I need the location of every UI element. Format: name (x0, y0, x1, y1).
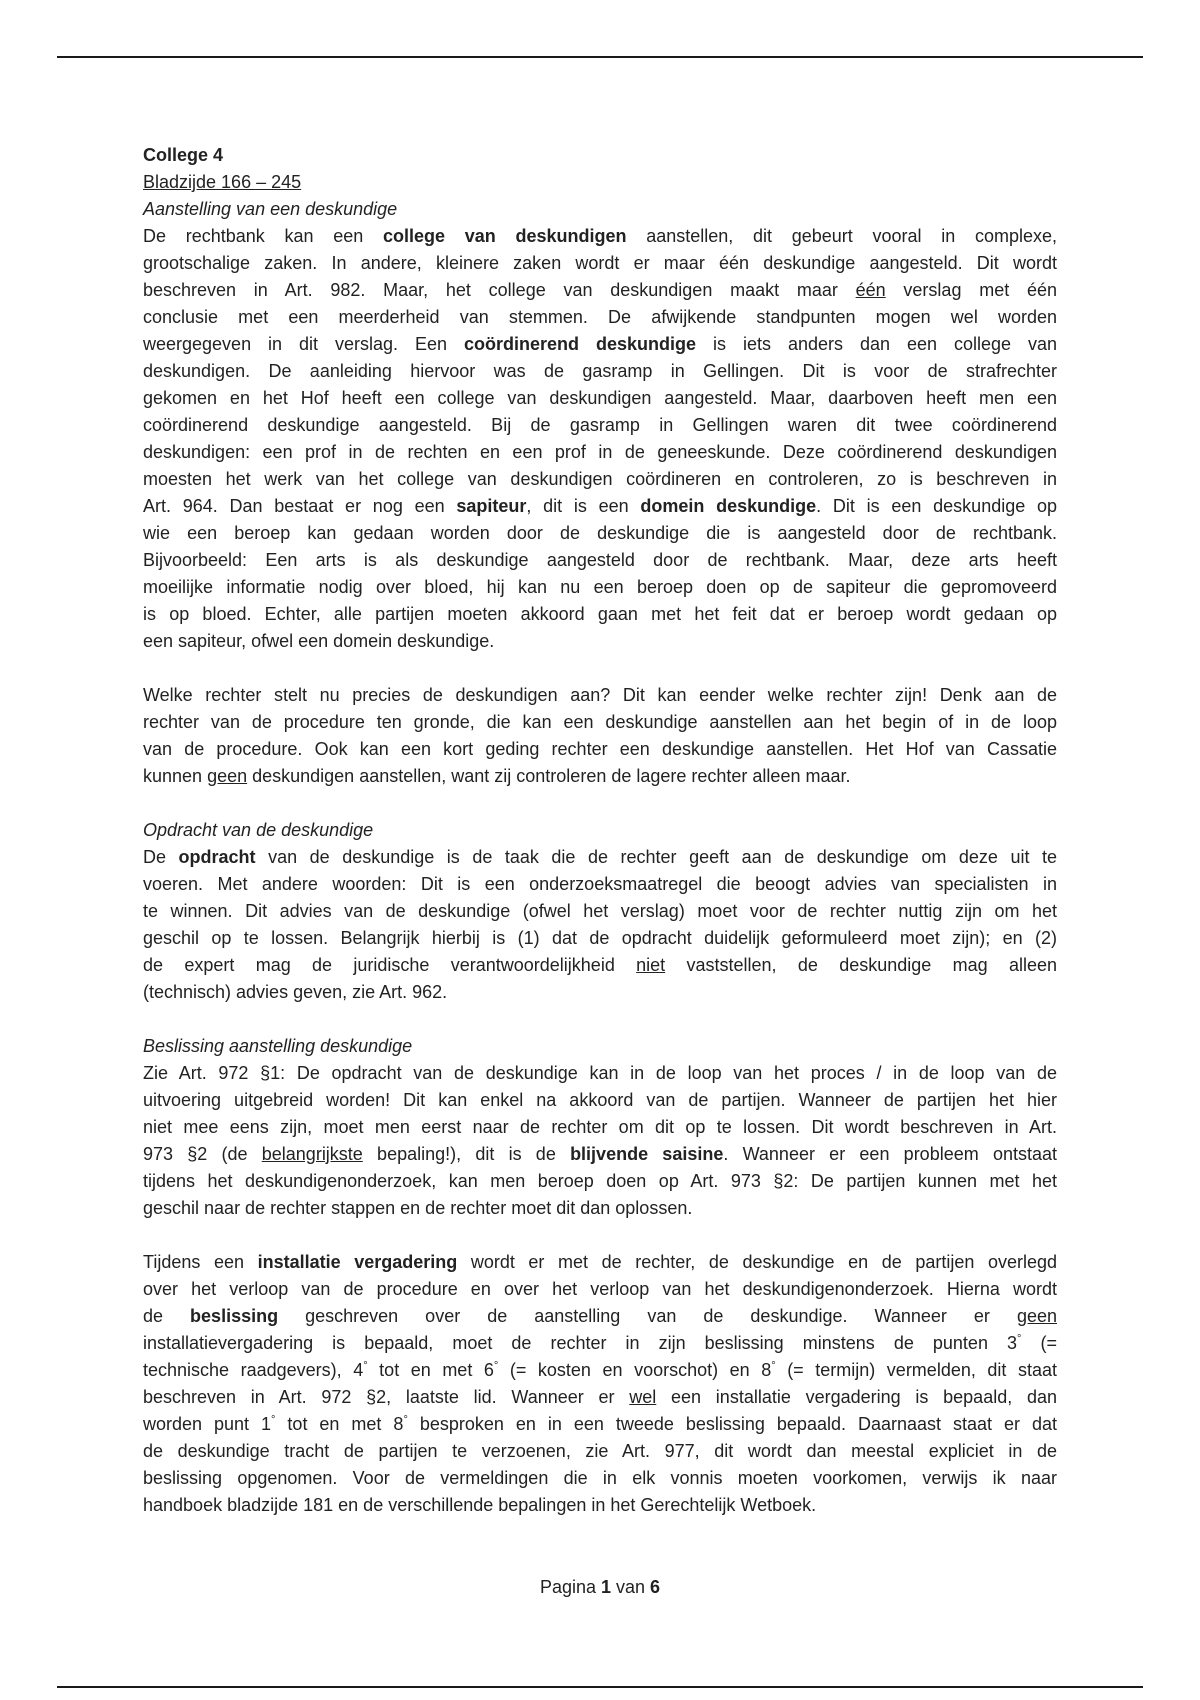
text-line: de deskundige tracht de partijen te verzoenen, zie Art. 977, dit wordt dan meestal expliciet in de (143, 1441, 1057, 1461)
text-line: weergegeven in dit verslag. Een coördinerend deskundige is iets anders dan een college van (143, 334, 1057, 354)
text-line: Welke rechter stelt nu precies de deskundigen aan? Dit kan eender welke rechter zijn! Denk aan de (143, 685, 1057, 705)
text-line: geschil naar de rechter stappen en de rechter moet dit dan oplossen. (143, 1198, 693, 1218)
text-line: Zie Art. 972 §1: De opdracht van de deskundige kan in de loop van het proces / in de loop van de (143, 1063, 1057, 1083)
text-line: gekomen en het Hof heeft een college van deskundigen aangesteld. Maar, daarboven heeft men een (143, 388, 1057, 408)
section-title-beslissing: Beslissing aanstelling deskundige (143, 1036, 413, 1056)
text-line: beschreven in Art. 972 §2, laatste lid. Wanneer er wel een installatie vergadering is bepaald, dan (143, 1387, 1057, 1407)
text-line: grootschalige zaken. In andere, kleinere zaken wordt er maar één deskundige aangesteld. Dit wordt (143, 253, 1057, 273)
text-line: van de procedure. Ook kan een kort geding rechter een deskundige aanstellen. Het Hof van Cassatie (143, 739, 1057, 759)
text-line: beschreven in Art. 982. Maar, het college van deskundigen maakt maar één verslag met één (143, 280, 1057, 300)
text-line: te winnen. Dit advies van de deskundige (ofwel het verslag) moet voor de rechter nuttig zijn om het (143, 901, 1057, 921)
text-line: Art. 964. Dan bestaat er nog een sapiteur, dit is een domein deskundige. Dit is een deskundige op (143, 496, 1057, 516)
text-line: handboek bladzijde 181 en de verschillende bepalingen in het Gerechtelijk Wetboek. (143, 1495, 817, 1515)
footer-rule (57, 1686, 1143, 1688)
text-line: de expert mag de juridische verantwoordelijkheid niet vaststellen, de deskundige mag alleen (143, 955, 1058, 975)
page-range: Bladzijde 166 – 245 (143, 172, 302, 192)
text-line: tijdens het deskundigenonderzoek, kan men beroep doen op Art. 973 §2: De partijen kunnen met het (143, 1171, 1057, 1191)
text-line: uitvoering uitgebreid worden! Dit kan enkel na akkoord van de partijen. Wanneer de partijen het hier (143, 1090, 1057, 1110)
section-title-aanstelling: Aanstelling van een deskundige (143, 199, 398, 219)
text-line: deskundigen: een prof in de rechten en een prof in de geneeskunde. Deze coördinerend deskundigen (143, 442, 1057, 462)
section-title-opdracht: Opdracht van de deskundige (143, 820, 374, 840)
header-rule (57, 56, 1143, 58)
text-line: geschil op te lossen. Belangrijk hierbij is (1) dat de opdracht duidelijk geformuleerd moet zijn); en (2) (143, 928, 1057, 948)
text-line: moesten het werk van het college van deskundigen coördineren en controleren, zo is beschreven in (143, 469, 1057, 489)
text-line: kunnen geen deskundigen aanstellen, want zij controleren de lagere rechter alleen maar. (143, 766, 851, 786)
text-line: moeilijke informatie nodig over bloed, hij kan nu een beroep doen op de sapiteur die gepromoveerd (143, 577, 1057, 597)
text-line: (technisch) advies geven, zie Art. 962. (143, 982, 448, 1002)
text-line: conclusie met een meerderheid van stemmen. De afwijkende standpunten mogen wel worden (143, 307, 1057, 327)
text-line: coördinerend deskundige aangesteld. Bij de gasramp in Gellingen waren dit twee coördinerend (143, 415, 1057, 435)
page-number-footer: Pagina 1 van 6 (539, 1577, 661, 1597)
text-line: is op bloed. Echter, alle partijen moeten akkoord gaan met het feit dat er beroep wordt gedaan op (143, 604, 1057, 624)
text-line: Bijvoorbeeld: Een arts is als deskundige aangesteld door de rechtbank. Maar, deze arts heeft (143, 550, 1057, 570)
text-line: Tijdens een installatie vergadering wordt er met de rechter, de deskundige en de partijen overlegd (143, 1252, 1057, 1272)
text-line: wie een beroep kan gedaan worden door de deskundige die is aangesteld door de rechtbank. (143, 523, 1057, 543)
text-line: deskundigen. De aanleiding hiervoor was de gasramp in Gellingen. Dit is voor de strafrechter (143, 361, 1057, 381)
text-line: installatievergadering is bepaald, moet de rechter in zijn beslissing minstens de punten 3° (= (143, 1333, 1057, 1353)
text-line: technische raadgevers), 4° tot en met 6° (= kosten en voorschot) en 8° (= termijn) vermelden, dit staat (143, 1360, 1057, 1380)
text-line: voeren. Met andere woorden: Dit is een onderzoeksmaatregel die beoogt advies van specialisten in (143, 874, 1057, 894)
text-line: beslissing opgenomen. Voor de vermeldingen die in elk vonnis moeten voorkomen, verwijs ik naar (143, 1468, 1057, 1488)
text-line: worden punt 1° tot en met 8° besproken en in een tweede beslissing bepaald. Daarnaast staat er dat (143, 1414, 1057, 1434)
text-line: De opdracht van de deskundige is de taak die de rechter geeft aan de deskundige om deze uit te (143, 847, 1057, 867)
text-line: 973 §2 (de belangrijkste bepaling!), dit is de blijvende saisine. Wanneer er een probleem ontstaat (143, 1144, 1057, 1164)
text-line: De rechtbank kan een college van deskundigen aanstellen, dit gebeurt vooral in complexe, (143, 226, 1058, 246)
text-line: over het verloop van de procedure en over het verloop van het deskundigenonderzoek. Hierna wordt (143, 1279, 1057, 1299)
text-line: de beslissing geschreven over de aanstelling van de deskundige. Wanneer er geen (143, 1306, 1057, 1326)
document-title: College 4 (143, 145, 224, 165)
document-body (143, 142, 1057, 1519)
text-line: niet mee eens zijn, moet men eerst naar de rechter om dit op te lossen. Dit wordt beschreven in Art. (143, 1117, 1057, 1137)
text-line: rechter van de procedure ten gronde, die kan een deskundige aanstellen aan het begin of in de loop (143, 712, 1057, 732)
text-line: een sapiteur, ofwel een domein deskundige. (143, 631, 495, 651)
